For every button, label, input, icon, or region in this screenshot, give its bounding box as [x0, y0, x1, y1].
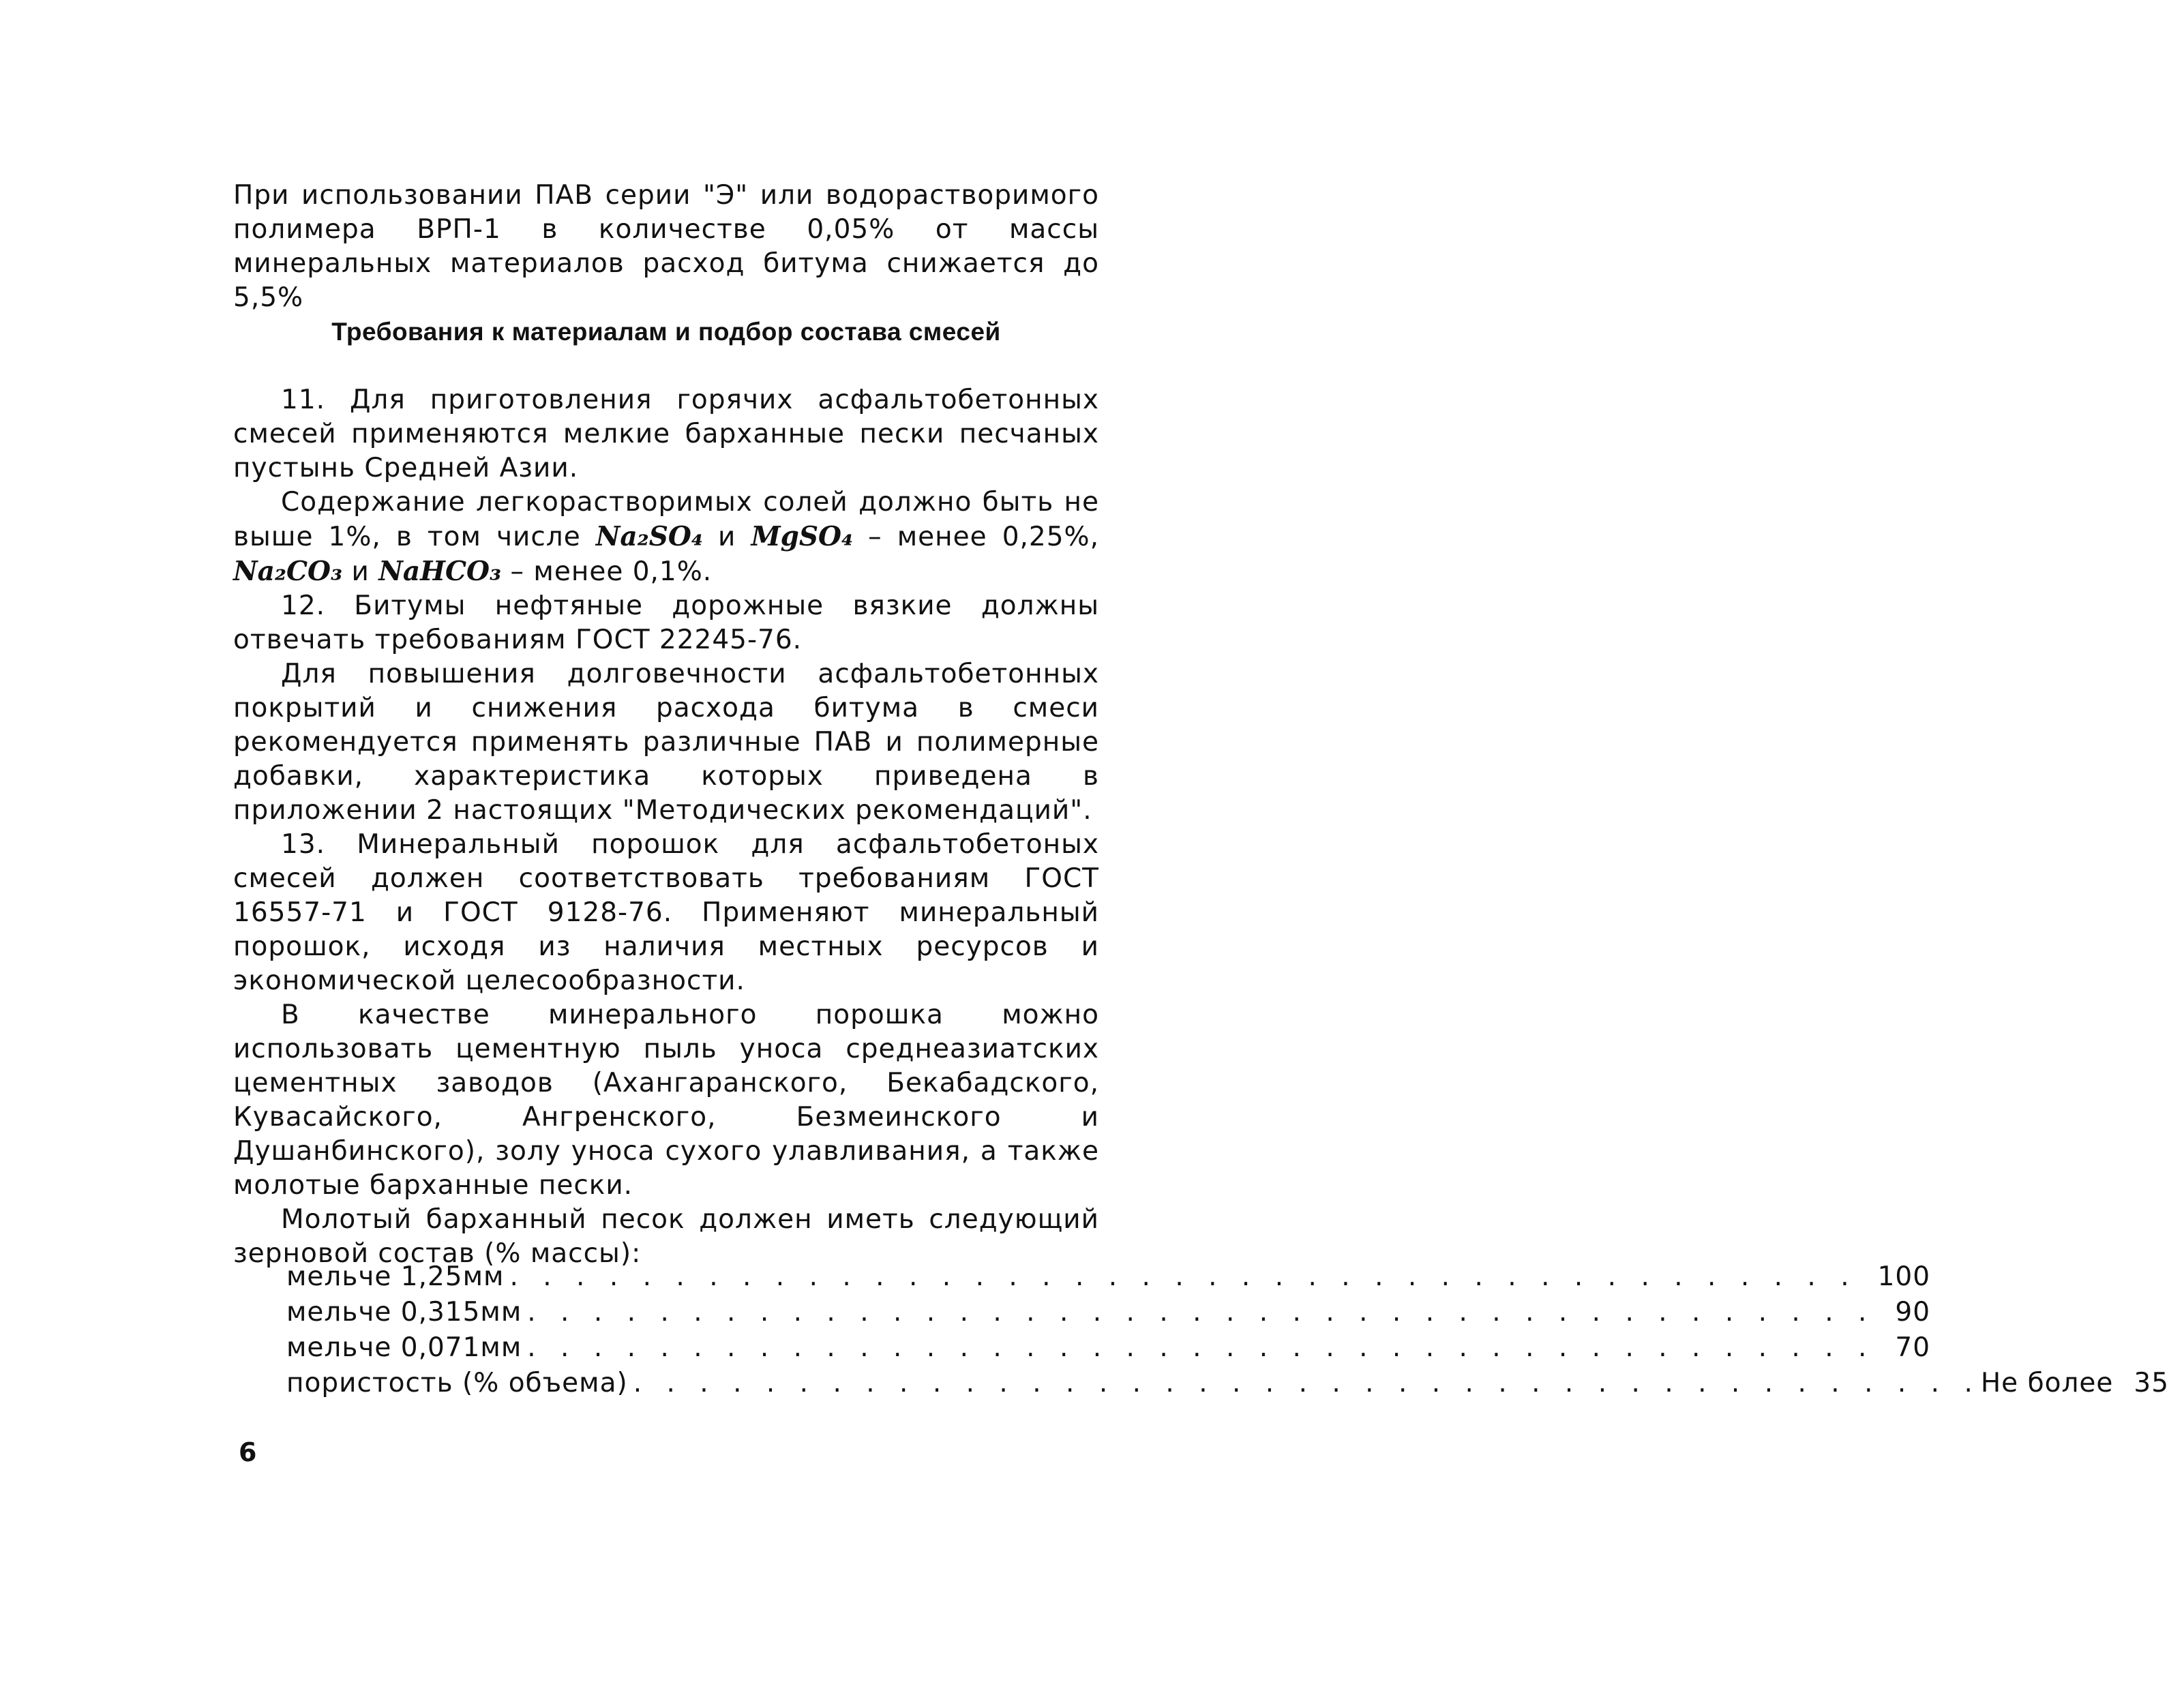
paragraph-12-additives: Для повышения долговечности асфальтобетонных покрытий и снижения расхода битума в смеси рекомендуется применять различные ПАВ и полимерные добавки, характеристика которых приведена в приложении 2 настоящих "Методических рекомендаций".: [233, 659, 1099, 826]
dot-leader: . . . . . . . . . . . . . . . . . . . . . . . . . . . . . . . . . . . . . . . . .: [527, 1332, 1875, 1363]
formula-na2co3: Na₂CO₃: [233, 556, 343, 587]
table-row: [286, 1259, 1931, 1295]
section-heading: Требования к материалам и подбор состава смесей: [331, 318, 1001, 346]
main-block: [233, 383, 1099, 1271]
paragraph-13-dust: В качестве минерального порошка можно использовать цементную пыль уноса среднеазиатских цементных заводов (Ахангаранского, Бекабадского, Кувасайского, Ангренского, Безмеинского и Душанбинского), золу уноса сухого улавливания, а также молотые барханные пески.: [233, 1000, 1099, 1201]
row-value: 70: [1895, 1332, 1931, 1363]
dot-leader: . . . . . . . . . . . . . . . . . . . . . . . . . . . . . . . . . . . . . . . . .: [509, 1261, 1857, 1292]
salts-and-2: и: [342, 556, 379, 587]
intro-paragraph: При использовании ПАВ серии "Э" или водорастворимого полимера ВРП-1 в количестве 0,05% от массы минеральных материалов расход битума снижается до 5,5%: [233, 180, 1099, 313]
paragraph-12: 12. Битумы нефтяные дорожные вязкие должны отвечать требованиям ГОСТ 22245-76.: [233, 590, 1099, 655]
row-value: 90: [1895, 1297, 1931, 1328]
row-value: 35: [2134, 1368, 2169, 1398]
grain-composition-table: [286, 1259, 2169, 1401]
formula-na2so4: Na₂SO₄: [595, 521, 703, 552]
paragraph-13: 13. Минеральный порошок для асфальтобетоных смесей должен соответствовать требованиям ГОСТ 16557-71 и ГОСТ 9128-76. Применяют минеральный порошок, исходя из наличия местных ресурсов и экономической целесообразности.: [233, 829, 1099, 996]
intro-block: [233, 179, 1099, 315]
table-row: [286, 1295, 1931, 1330]
salts-text-3: – менее 0,1%.: [501, 556, 713, 587]
dot-leader: . . . . . . . . . . . . . . . . . . . . . . . . . . . . . . . . . . . . . . . . .: [633, 1368, 1981, 1398]
paragraph-13-sand: Молотый барханный песок должен иметь следующий зерновой состав (% массы):: [233, 1204, 1099, 1269]
row-value: 100: [1877, 1261, 1931, 1292]
formula-nahco3: NaHCO₃: [378, 556, 502, 587]
table-row: [286, 1330, 1931, 1366]
formula-mgso4: MgSO₄: [751, 521, 854, 552]
dot-leader: . . . . . . . . . . . . . . . . . . . . . . . . . . . . . . . . . . . . . . . . .: [527, 1297, 1875, 1328]
row-label: мельче 0,315мм: [286, 1297, 522, 1328]
paragraph-11: 11. Для приготовления горячих асфальтобетонных смесей применяются мелкие барханные пески песчаных пустынь Средней Азии.: [233, 385, 1099, 483]
page-number: 6: [239, 1437, 257, 1467]
salts-text-2: – менее 0,25%,: [853, 522, 1099, 552]
table-row: [286, 1366, 2169, 1401]
row-label: мельче 1,25мм: [286, 1261, 505, 1292]
paragraph-11-salts: [233, 485, 1099, 589]
row-label: мельче 0,071мм: [286, 1332, 522, 1363]
salts-and-1: и: [702, 522, 751, 552]
salts-text-1: Содержание легкорастворимых солей должно быть не выше 1%, в том числе: [233, 487, 1099, 552]
row-label: пористость (% объема): [286, 1368, 628, 1398]
row-limit: Не более: [1980, 1368, 2114, 1398]
